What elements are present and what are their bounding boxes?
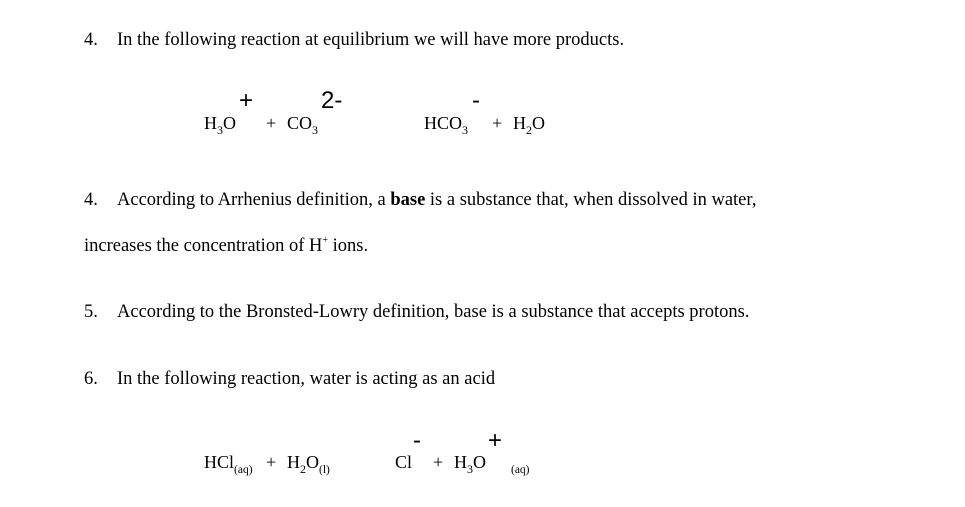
hydronium-formula: $H_3O$	[204, 113, 236, 137]
plus-sign: +	[266, 113, 277, 133]
hydronium-formula: $H_3O$	[454, 452, 486, 476]
question-text: In the following reaction, water is acting as an acid	[117, 369, 496, 389]
bold-term: base	[390, 190, 426, 210]
plus-sign: +	[266, 452, 277, 472]
question-6	[84, 368, 495, 390]
state-label: (aq)	[511, 464, 530, 476]
carbonate-formula: $CO_3$	[287, 113, 319, 137]
bicarbonate-formula: $HCO_3$	[424, 113, 469, 137]
question-text: According to the Bronsted-Lowry definition, base is a substance that accepts protons.	[117, 302, 750, 322]
carbonate-charge: 2-	[321, 87, 343, 114]
question-4b-continued: increases the concentration of H+ ions.	[84, 235, 369, 256]
water-formula: $H_2O$	[513, 113, 545, 137]
plus-sign: +	[433, 452, 444, 472]
question-text: In the following reaction at equilibrium we will have more products.	[117, 30, 625, 50]
question-number: 4.	[84, 190, 98, 210]
chloride-charge: -	[413, 427, 421, 454]
hydronium-charge: +	[239, 87, 254, 114]
hcl-formula: HCl$_{(aq)}$	[204, 452, 253, 476]
question-number: 6.	[84, 369, 98, 389]
chloride-formula: Cl	[395, 452, 413, 472]
question-5	[84, 301, 749, 323]
hydronium-charge: +	[488, 427, 503, 454]
bicarbonate-charge: -	[472, 87, 480, 114]
question-4a	[84, 29, 624, 51]
plus-sign: +	[492, 113, 503, 133]
question-4b: 4. According to Arrhenius definition, a base is a substance that, when dissolved in water,	[84, 190, 757, 210]
question-number: 5.	[84, 302, 98, 322]
question-number: 4.	[84, 30, 98, 50]
water-formula: $H_2O_{(l)}$	[287, 452, 330, 476]
